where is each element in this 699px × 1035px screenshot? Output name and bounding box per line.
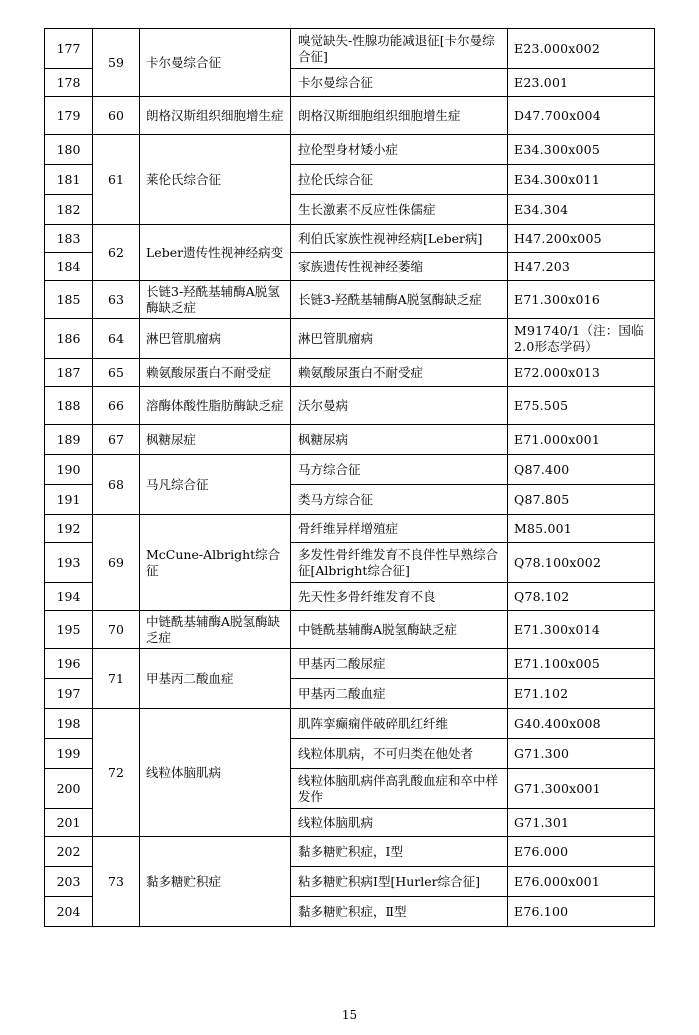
diagnosis-name-cell: 枫糖尿病 — [291, 425, 508, 455]
disease-name-cell: 莱伦氏综合征 — [140, 135, 291, 225]
disease-number-cell: 62 — [93, 225, 140, 281]
icd-code-cell: M85.001 — [508, 515, 655, 543]
row-index-cell: 181 — [45, 165, 93, 195]
row-index-cell: 195 — [45, 611, 93, 649]
icd-code-cell: G71.300 — [508, 739, 655, 769]
disease-name-cell: 溶酶体酸性脂肪酶缺乏症 — [140, 387, 291, 425]
disease-name-cell: 赖氨酸尿蛋白不耐受症 — [140, 359, 291, 387]
diagnosis-name-cell: 线粒体肌病，不可归类在他处者 — [291, 739, 508, 769]
diagnosis-name-cell: 马方综合征 — [291, 455, 508, 485]
row-index-cell: 185 — [45, 281, 93, 319]
row-index-cell: 183 — [45, 225, 93, 253]
disease-name-cell: 马凡综合征 — [140, 455, 291, 515]
table-row — [45, 455, 655, 485]
disease-table — [44, 28, 655, 927]
icd-code-cell: Q87.805 — [508, 485, 655, 515]
icd-code-cell: E71.102 — [508, 679, 655, 709]
diagnosis-name-cell: 肌阵挛癫痫伴破碎肌红纤维 — [291, 709, 508, 739]
disease-name-cell: 黏多糖贮积症 — [140, 837, 291, 927]
table-row — [45, 359, 655, 387]
disease-name-cell: 朗格汉斯组织细胞增生症 — [140, 97, 291, 135]
row-index-cell: 197 — [45, 679, 93, 709]
diagnosis-name-cell: 家族遗传性视神经萎缩 — [291, 253, 508, 281]
diagnosis-name-cell: 多发性骨纤维发育不良伴性早熟综合征[Albright综合征] — [291, 543, 508, 583]
row-index-cell: 179 — [45, 97, 93, 135]
diagnosis-name-cell: 甲基丙二酸尿症 — [291, 649, 508, 679]
disease-number-cell: 64 — [93, 319, 140, 359]
table-row — [45, 837, 655, 867]
row-index-cell: 190 — [45, 455, 93, 485]
icd-code-cell: E71.300x016 — [508, 281, 655, 319]
disease-name-cell: 线粒体脑肌病 — [140, 709, 291, 837]
disease-number-cell: 63 — [93, 281, 140, 319]
diagnosis-name-cell: 粘多糖贮积病Ⅰ型[Hurler综合征] — [291, 867, 508, 897]
icd-code-cell: E23.000x002 — [508, 29, 655, 69]
disease-name-cell: 甲基丙二酸血症 — [140, 649, 291, 709]
icd-code-cell: E72.000x013 — [508, 359, 655, 387]
disease-number-cell: 69 — [93, 515, 140, 611]
diagnosis-name-cell: 先天性多骨纤维发育不良 — [291, 583, 508, 611]
icd-code-cell: E75.505 — [508, 387, 655, 425]
diagnosis-name-cell: 类马方综合征 — [291, 485, 508, 515]
icd-code-cell: Q78.102 — [508, 583, 655, 611]
disease-number-cell: 72 — [93, 709, 140, 837]
row-index-cell: 189 — [45, 425, 93, 455]
icd-code-cell: E34.300x011 — [508, 165, 655, 195]
diagnosis-name-cell: 沃尔曼病 — [291, 387, 508, 425]
icd-code-cell: D47.700x004 — [508, 97, 655, 135]
diagnosis-name-cell: 朗格汉斯细胞组织细胞增生症 — [291, 97, 508, 135]
row-index-cell: 192 — [45, 515, 93, 543]
icd-code-cell: E76.000 — [508, 837, 655, 867]
row-index-cell: 196 — [45, 649, 93, 679]
row-index-cell: 198 — [45, 709, 93, 739]
diagnosis-name-cell: 甲基丙二酸血症 — [291, 679, 508, 709]
row-index-cell: 194 — [45, 583, 93, 611]
table-row — [45, 97, 655, 135]
icd-code-cell: Q87.400 — [508, 455, 655, 485]
disease-name-cell: 卡尔曼综合征 — [140, 29, 291, 97]
disease-number-cell: 60 — [93, 97, 140, 135]
table-row — [45, 515, 655, 543]
table-row — [45, 29, 655, 69]
icd-code-cell: G40.400x008 — [508, 709, 655, 739]
diagnosis-name-cell: 线粒体脑肌病伴高乳酸血症和卒中样发作 — [291, 769, 508, 809]
row-index-cell: 186 — [45, 319, 93, 359]
disease-number-cell: 71 — [93, 649, 140, 709]
icd-code-cell: H47.200x005 — [508, 225, 655, 253]
disease-name-cell: 中链酰基辅酶A脱氢酶缺乏症 — [140, 611, 291, 649]
row-index-cell: 201 — [45, 809, 93, 837]
icd-code-cell: E34.300x005 — [508, 135, 655, 165]
page-number: 15 — [341, 1008, 358, 1022]
disease-number-cell: 67 — [93, 425, 140, 455]
table-row — [45, 611, 655, 649]
table-row — [45, 425, 655, 455]
disease-number-cell: 65 — [93, 359, 140, 387]
diagnosis-name-cell: 线粒体脑肌病 — [291, 809, 508, 837]
row-index-cell: 200 — [45, 769, 93, 809]
row-index-cell: 182 — [45, 195, 93, 225]
disease-number-cell: 59 — [93, 29, 140, 97]
diagnosis-name-cell: 赖氨酸尿蛋白不耐受症 — [291, 359, 508, 387]
icd-code-cell: Q78.100x002 — [508, 543, 655, 583]
icd-code-cell: E71.300x014 — [508, 611, 655, 649]
icd-code-cell: M91740/1（注：国临2.0形态学码） — [508, 319, 655, 359]
diagnosis-name-cell: 拉伦型身材矮小症 — [291, 135, 508, 165]
disease-name-cell: 枫糖尿症 — [140, 425, 291, 455]
diagnosis-name-cell: 淋巴管肌瘤病 — [291, 319, 508, 359]
row-index-cell: 188 — [45, 387, 93, 425]
disease-name-cell: 长链3-羟酰基辅酶A脱氢酶缺乏症 — [140, 281, 291, 319]
icd-code-cell: H47.203 — [508, 253, 655, 281]
icd-code-cell: E71.000x001 — [508, 425, 655, 455]
table-row — [45, 709, 655, 739]
table-row — [45, 225, 655, 253]
table-row — [45, 319, 655, 359]
diagnosis-name-cell: 卡尔曼综合征 — [291, 69, 508, 97]
disease-number-cell: 70 — [93, 611, 140, 649]
row-index-cell: 184 — [45, 253, 93, 281]
diagnosis-name-cell: 拉伦氏综合征 — [291, 165, 508, 195]
disease-number-cell: 61 — [93, 135, 140, 225]
icd-code-cell: E76.100 — [508, 897, 655, 927]
diagnosis-name-cell: 中链酰基辅酶A脱氢酶缺乏症 — [291, 611, 508, 649]
diagnosis-name-cell: 生长激素不反应性侏儒症 — [291, 195, 508, 225]
icd-code-cell: E23.001 — [508, 69, 655, 97]
row-index-cell: 199 — [45, 739, 93, 769]
diagnosis-name-cell: 利伯氏家族性视神经病[Leber病] — [291, 225, 508, 253]
disease-number-cell: 68 — [93, 455, 140, 515]
row-index-cell: 204 — [45, 897, 93, 927]
icd-code-cell: E71.100x005 — [508, 649, 655, 679]
diagnosis-name-cell: 嗅觉缺失-性腺功能减退征[卡尔曼综合征] — [291, 29, 508, 69]
row-index-cell: 178 — [45, 69, 93, 97]
diagnosis-name-cell: 长链3-羟酰基辅酶A脱氢酶缺乏症 — [291, 281, 508, 319]
icd-code-cell: E76.000x001 — [508, 867, 655, 897]
disease-name-cell: Leber遗传性视神经病变 — [140, 225, 291, 281]
table-body — [45, 29, 655, 927]
disease-name-cell: McCune-Albright综合征 — [140, 515, 291, 611]
icd-code-cell: E34.304 — [508, 195, 655, 225]
row-index-cell: 191 — [45, 485, 93, 515]
icd-code-cell: G71.300x001 — [508, 769, 655, 809]
icd-code-cell: G71.301 — [508, 809, 655, 837]
row-index-cell: 177 — [45, 29, 93, 69]
row-index-cell: 202 — [45, 837, 93, 867]
disease-name-cell: 淋巴管肌瘤病 — [140, 319, 291, 359]
table-row — [45, 281, 655, 319]
row-index-cell: 187 — [45, 359, 93, 387]
diagnosis-name-cell: 黏多糖贮积症，Ⅱ型 — [291, 897, 508, 927]
table-row — [45, 387, 655, 425]
row-index-cell: 180 — [45, 135, 93, 165]
row-index-cell: 193 — [45, 543, 93, 583]
diagnosis-name-cell: 黏多糖贮积症，Ⅰ型 — [291, 837, 508, 867]
diagnosis-name-cell: 骨纤维异样增殖症 — [291, 515, 508, 543]
disease-number-cell: 66 — [93, 387, 140, 425]
row-index-cell: 203 — [45, 867, 93, 897]
table-row — [45, 649, 655, 679]
disease-number-cell: 73 — [93, 837, 140, 927]
table-row — [45, 135, 655, 165]
